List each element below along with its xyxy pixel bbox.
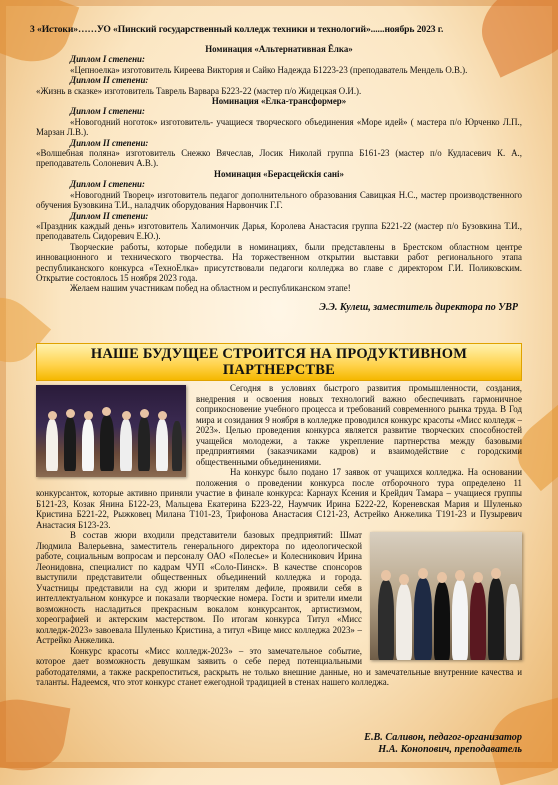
diploma-label: Диплом I степени: [70, 106, 145, 117]
diploma-label: Диплом II степени: [70, 210, 149, 221]
diploma-text: «Праздник каждый день» изготовитель Халимончик Дарья, Королева Анастасия группа Б221-22 (мастер п/о Бузовкина Т.И., преподаватель Сидоревич Е.Ю.). [36, 220, 522, 242]
diploma-text: «Новогодний ноготок» изготовитель- учащиеся творческого объединения «Море идей» ( мастера п/о Юрченко Л.П., Марзан Л.В.). [36, 116, 522, 138]
diploma-label: Диплом II степени: [70, 137, 149, 148]
contest-group-photo [370, 532, 522, 660]
article-paragraph: На конкурс было подано 17 заявок от учащихся колледжа. На основании положения о проведении конкурса после отборочного тура определено 11 конкурсанток, которые активно приняли участие в финале конкурса: Карнаух Ксения и Крейдич Тамара – учащиеся группы Б121-23, Козак Янина Б122-23, Мальцева Екатерина Б223-22, Наумчик Ирина Б222-22, Кореневская Мария и Шуленько Кристина Б221-22, Рыжковец Милана Т101-23, Трифонова Анастасия С121-23, Астрейко Анжелика Т191-23 и Пузыревич Анастасия Б123-23. [36, 467, 522, 530]
article-paragraph: В состав жюри входили представители базовых предприятий: Шмат Людмила Валерьевна, заместитель генерального директора по идеологической работе, социальным вопросам и персоналу ОАО «Полесье» и Колесникович Ирина Леонидовна, специалист по кадрам ЧУП «Соло-Пинск». В качестве спонсоров выступили представители общественных объединений колледжа и города. Участницы представили на суд жюри и зрителям дефиле, проявили себя в интеллектуальном конкурсе и показали творческие номера. Гости и зрители имели возможность насладиться прекрасным вокалом конкурсанток, артистизмом, хореографией и актерским мастерством. По итогам конкурса Титул «Мисс колледж-2023» завоевала Шуленько Кристина, а титул «Вице мисс колледжа 2023» – Астрейко Анжелика. [36, 530, 362, 645]
article-signatures [364, 732, 522, 756]
diploma-text: «Новогодний Творец» изготовитель педагог дополнительного образования Савицкая Н.С., мастер производственного обучения Бузовкина Т.И., наладчик оборудования Нарвончик Г.Г. [36, 189, 522, 211]
article-body [36, 383, 522, 688]
article-title-line: НАШЕ БУДУЩЕЕ СТРОИТСЯ НА ПРОДУКТИВНОМ [90, 346, 468, 362]
signature-author: Э.Э. Кулеш, заместитель директора по УВР [319, 301, 518, 313]
contest-stage-photo [36, 385, 186, 477]
nomination-title: Номинация «Берасцейскія сані» [214, 168, 344, 179]
diploma-text: «Жизнь в сказке» изготовитель Таврель Варвара Б223-22 (мастер п/о Жидецкая О.И.). [36, 85, 362, 96]
article-title [37, 344, 521, 380]
leaf-decoration [0, 693, 70, 778]
signature-author: Е.В. Саливон, педагог-организатор [364, 732, 522, 743]
diploma-text: «Волшебная поляна» изготовитель Снежко Вячеслав, Лосик Николай группа Б161-23 (мастер п/о Кудласевич К. А., преподаватель Солоневич А.В.). [36, 148, 522, 169]
closing-paragraph: Желаем нашим участникам побед на областном и республиканском этапе! [70, 283, 351, 294]
closing-paragraph: Творческие работы, которые победили в номинациях, были представлены в Брестском областном центре инновационного и технического творчества. На торжественном открытии выставки работ регионального этапа республиканского конкурса «ТехноЕлка» присутствовали педагоги колледжа во главе с директором Г.И. Поликовским. Открытие состоялось 15 ноября 2023 года. [36, 241, 522, 283]
nomination-title: Номинация «Елка-трансформер» [211, 96, 347, 107]
diploma-text: «Цепноелка» изготовитель Киреева Виктория и Сайко Надежда Б1223-23 (преподаватель Мендель О.В.). [70, 64, 468, 75]
diploma-label: Диплом I степени: [70, 179, 145, 190]
diploma-label: Диплом II степени: [70, 75, 149, 86]
diploma-label: Диплом I степени: [70, 54, 145, 65]
nomination-title: Номинация «Альтернативная Ёлка» [205, 44, 353, 54]
nominations-section [36, 44, 522, 313]
article-title-line: ПАРТНЕРСТВЕ [222, 362, 336, 378]
page-header: 3 «Истоки»……УО «Пинский государственный колледж техники и технологий»......ноябрь 2023 г. [30, 24, 444, 35]
article-paragraph: Конкурс красоты «Мисс колледж-2023» – это замечательное событие, которое дает возможность девушкам заявить о себе перед потенциальными работодателями, а также раскрепоститься, раскрыть не только внешние данные, но и замечательные внутренние качества и таланты. Надеемся, что этот конкурс станет ежегодной традицией в стенах нашего колледжа. [36, 645, 522, 687]
signature-author: Н.А. Конопович, преподаватель [378, 744, 522, 755]
article-banner [36, 343, 522, 381]
article-paragraph: Сегодня в условиях быстрого развития промышленности, создания, внедрения и освоения новых технологий важно обеспечивать гармоничное соприкосновение учебного процесса и требований современного рынка труда. В Год мира и созидания 9 ноября в колледже проводился конкурс красоты «Мисс колледж – 2023». Целью проведения конкурса является развитие творческих способностей учащейся молодежи, а также укрепление партнерства между базовыми предприятиями (заказчиками кадров) и взаимодействие с городскими общественными объединениями. [196, 383, 522, 467]
